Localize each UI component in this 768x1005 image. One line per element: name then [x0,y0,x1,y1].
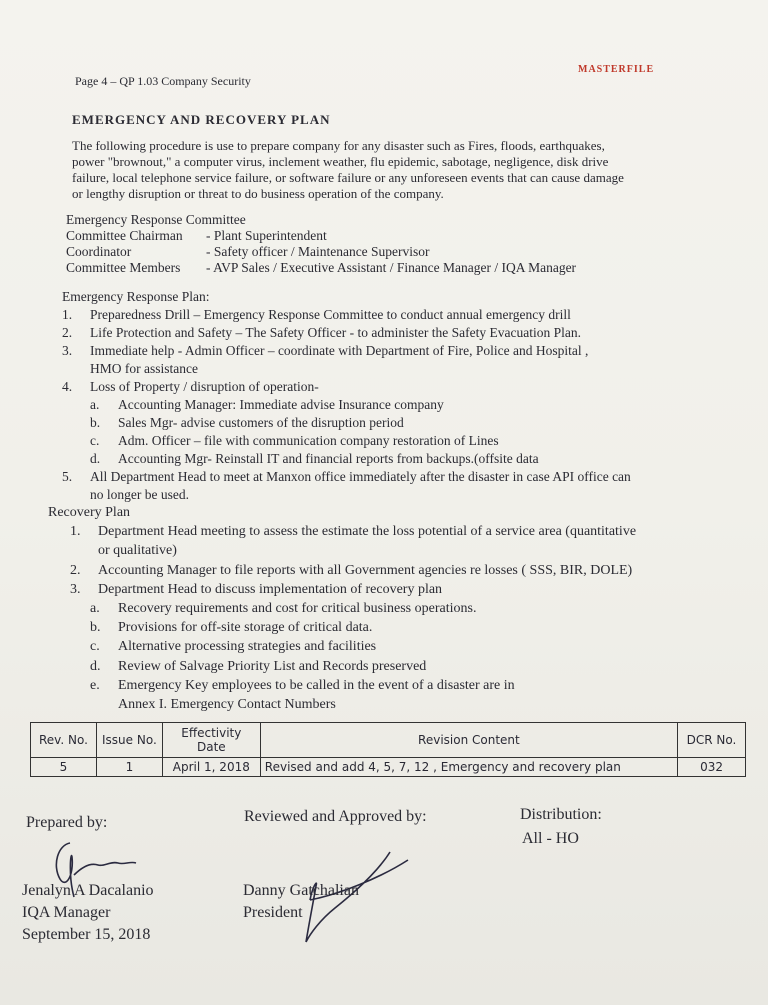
reviewed-by-block [243,880,359,924]
page-reference: Page 4 – QP 1.03 Company Security [75,74,251,88]
plan-subitem: b. Sales Mgr- advise customers of the disruption period [90,415,404,430]
revision-table-header [31,723,746,758]
table-row [31,758,746,777]
recovery-subitem: c. Alternative processing strategies and facilities [90,639,377,655]
masterfile-stamp: MASTERFILE [578,64,655,75]
recovery-subitem: d. Review of Salvage Priority List and Records preserved [90,658,427,674]
plan-subitem: d. Accounting Mgr- Reinstall IT and financial reports from backups.(offsite data [90,451,539,466]
document-title: EMERGENCY AND RECOVERY PLAN [72,112,331,127]
recovery-item: 3. Department Head to discuss implementation of recovery plan [70,581,443,597]
response-plan-heading: Emergency Response Plan: [62,289,210,304]
intro-line: power "brownout," a computer virus, inclement weather, flu epidemic, sabotage, negligence, disk drive [72,154,609,169]
committee-heading: Emergency Response Committee [66,212,246,227]
plan-item: 2. Life Protection and Safety – The Safety Officer - to administer the Safety Evacuation Plan. [62,325,581,340]
committee-row [66,228,576,244]
plan-subitem: c. Adm. Officer – file with communication company restoration of Lines [90,433,499,448]
prepared-by-block [22,880,154,946]
reviewed-by-label: Reviewed and Approved by: [244,808,427,825]
approver-name: Danny Gatchalian [243,882,359,899]
committee-section [66,212,576,276]
col-revision-content: Revision Content [260,723,677,758]
cell-rev-no: 5 [31,758,97,777]
prepared-by-label: Prepared by: [26,814,108,831]
recovery-item: 2. Accounting Manager to file reports with all Government agencies re losses ( SSS, BIR, DOLE) [70,562,633,578]
plan-item: 3. Immediate help - Admin Officer – coordinate with Department of Fire, Police and Hospital , [62,343,589,358]
committee-member: - Safety officer / Maintenance Supervisor [206,244,430,259]
plan-subitem: a. Accounting Manager: Immediate advise Insurance company [90,397,444,412]
col-effectivity-date: Effectivity Date [162,723,260,758]
committee-member: - Plant Superintendent [206,228,327,243]
recovery-item-continued: or qualitative) [98,543,177,559]
preparer-position: IQA Manager [22,904,111,921]
plan-item-continued: no longer be used. [90,487,189,502]
plan-item: 4. Loss of Property / disruption of operation- [62,379,319,394]
intro-line: The following procedure is use to prepare company for any disaster such as Fires, floods, earthquakes, [72,138,605,153]
col-dcr-no: DCR No. [678,723,746,758]
col-rev-no: Rev. No. [31,723,97,758]
recovery-plan-heading: Recovery Plan [48,505,131,520]
intro-line: failure, local telephone service failure, or software failure or any unforeseen events that can cause damage [72,170,624,185]
distribution-label: Distribution: [520,806,602,823]
plan-item: 5. All Department Head to meet at Manxon office immediately after the disaster in case API office can [62,469,631,484]
recovery-subitem: a. Recovery requirements and cost for critical business operations. [90,601,477,617]
committee-row [66,244,576,260]
committee-row [66,260,576,276]
committee-role: Committee Chairman [66,228,183,243]
recovery-plan-section [48,503,636,714]
preparer-name: Jenalyn A Dacalanio [22,882,154,899]
recovery-subitem: e. Emergency Key employees to be called in the event of a disaster are in [90,677,515,693]
intro-paragraph [72,138,624,202]
col-issue-no: Issue No. [96,723,162,758]
approver-position: President [243,904,303,921]
response-plan-section [62,288,631,504]
distribution-value: All - HO [522,830,579,847]
recovery-subitem: b. Provisions for off-site storage of critical data. [90,620,373,636]
committee-role: Coordinator [66,244,132,259]
plan-item: 1. Preparedness Drill – Emergency Response Committee to conduct annual emergency drill [62,307,571,322]
recovery-item: 1. Department Head meeting to assess the estimate the loss potential of a service area (quantitative [70,524,637,540]
intro-line: or lengthy disruption or threat to do business operation of the company. [72,186,444,201]
cell-revision-content: Revised and add 4, 5, 7, 12 , Emergency and recovery plan [260,758,677,777]
revision-table [30,722,746,777]
recovery-subitem-continued: Annex I. Emergency Contact Numbers [118,697,336,713]
prepared-date: September 15, 2018 [22,926,151,943]
cell-effectivity-date: April 1, 2018 [162,758,260,777]
cell-issue-no: 1 [96,758,162,777]
committee-role: Committee Members [66,260,181,275]
plan-item-continued: HMO for assistance [90,361,198,376]
cell-dcr-no: 032 [678,758,746,777]
committee-member: - AVP Sales / Executive Assistant / Finance Manager / IQA Manager [206,260,577,275]
